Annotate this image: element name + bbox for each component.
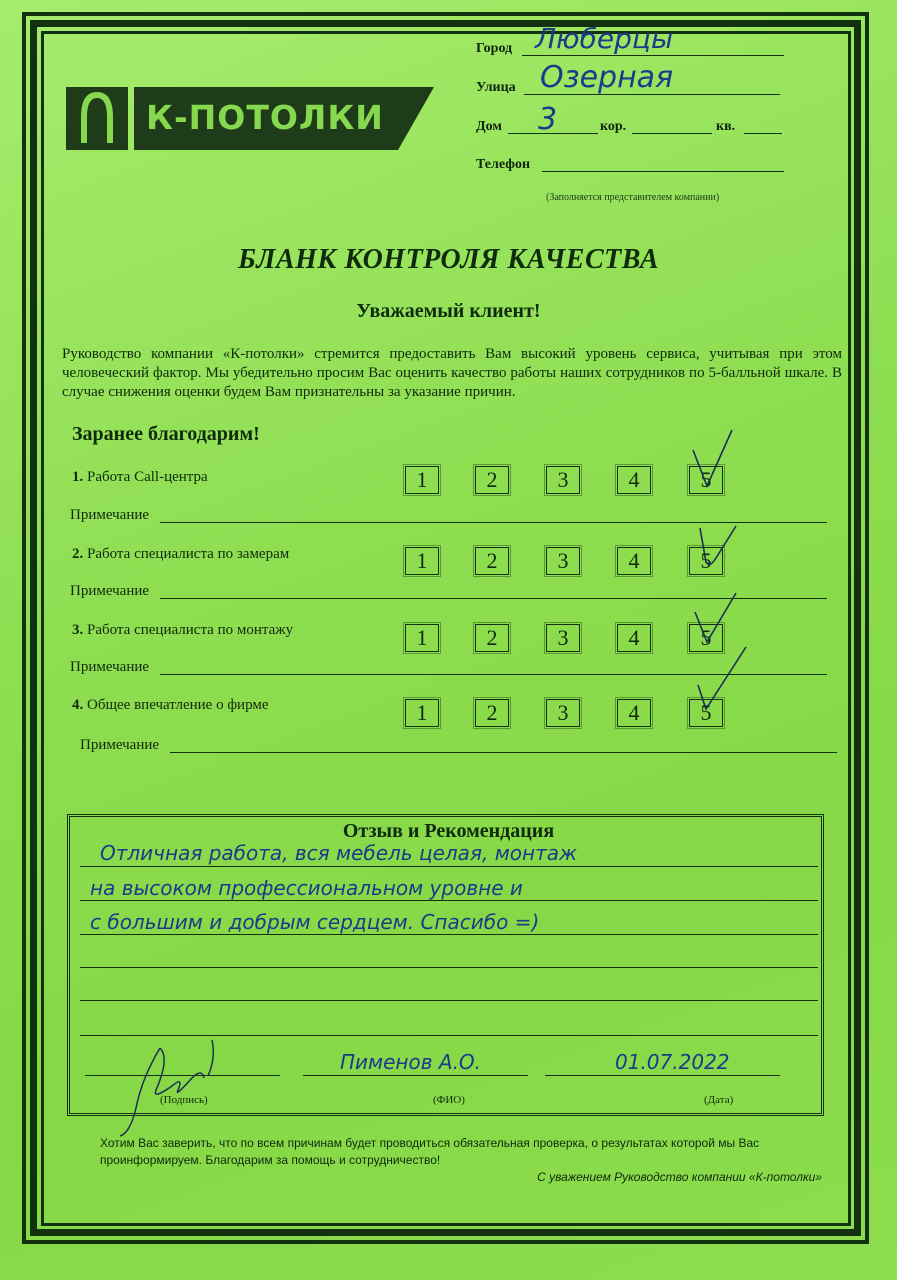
review-text-3: с большим и добрым сердцем. Спасибо =) [90, 910, 540, 934]
review-line-1[interactable] [80, 866, 818, 867]
city-value: Люберцы [535, 22, 674, 55]
building-label: кор. [600, 119, 627, 134]
intro-text: Руководство компании «К-потолки» стремится предоставить Вам высокий уровень сервиса, учитывая при этом человеческий фактор. Мы убедительно просим Вас оценить качество работы наших сотрудников по 5-балльной шкале. В случае снижения оценки будем Вам признательны за указание причин. [62, 346, 842, 400]
question-label: Работа Call-центра [87, 469, 208, 485]
review-line-3[interactable] [80, 934, 818, 935]
q4-rating-2[interactable]: 2 [475, 699, 509, 727]
building-field[interactable] [632, 133, 712, 134]
question-number: 2. [72, 546, 84, 562]
question-label: Работа специалиста по замерам [87, 546, 290, 562]
city-field[interactable] [522, 55, 784, 56]
q2-rating-4[interactable]: 4 [617, 547, 651, 575]
logo-mark [66, 87, 128, 150]
question-number: 1. [72, 469, 84, 485]
q2-remark-field[interactable] [160, 598, 827, 599]
question-number: 4. [72, 697, 84, 713]
question-label: Общее впечатление о фирме [87, 697, 269, 713]
q3-remark-field[interactable] [160, 674, 827, 675]
question-2 [72, 546, 289, 563]
question-number: 3. [72, 622, 84, 638]
address-note: (Заполняется представителем компании) [546, 192, 720, 203]
q2-rating-3[interactable]: 3 [546, 547, 580, 575]
review-line-5[interactable] [80, 1000, 818, 1001]
question-4 [72, 697, 269, 714]
footer-text: Хотим Вас заверить, что по всем причинам будет проводиться обязательная проверка, о результатах которой мы Вас проинформируем. Благодарим за помощь и сотрудничество! [100, 1136, 760, 1167]
q1-rating-3[interactable]: 3 [546, 466, 580, 494]
question-label: Работа специалиста по монтажу [87, 622, 294, 638]
logo-brand: К-ПОТОЛКИ [146, 98, 384, 137]
apartment-field[interactable] [744, 133, 782, 134]
q1-rating-1[interactable]: 1 [405, 466, 439, 494]
review-line-2[interactable] [80, 900, 818, 901]
date-label: (Дата) [704, 1094, 734, 1106]
q4-rating-1[interactable]: 1 [405, 699, 439, 727]
greeting: Уважаемый клиент! [356, 300, 541, 322]
signature-label: (Подпись) [160, 1094, 208, 1106]
q1-rating-5[interactable]: 5 [689, 466, 723, 494]
q4-rating-5[interactable]: 5 [689, 699, 723, 727]
phone-field[interactable] [542, 171, 784, 172]
name-value: Пименов А.О. [340, 1050, 482, 1074]
question-3 [72, 622, 293, 639]
q1-remark-label: Примечание [70, 507, 150, 523]
q3-rating-2[interactable]: 2 [475, 624, 509, 652]
q3-rating-4[interactable]: 4 [617, 624, 651, 652]
review-title: Отзыв и Рекомендация [342, 820, 555, 842]
q1-remark-field[interactable] [160, 522, 827, 523]
q4-remark-label: Примечание [80, 737, 160, 753]
q2-rating-2[interactable]: 2 [475, 547, 509, 575]
phone-label: Телефон [476, 157, 531, 172]
name-field[interactable] [303, 1075, 528, 1076]
street-label: Улица [476, 80, 516, 95]
q1-rating-4[interactable]: 4 [617, 466, 651, 494]
signature-scribble-icon [112, 1038, 237, 1138]
page-title: БЛАНК КОНТРОЛЯ КАЧЕСТВА [237, 244, 660, 275]
q2-rating-5[interactable]: 5 [689, 547, 723, 575]
date-value: 01.07.2022 [615, 1050, 730, 1074]
q3-rating-3[interactable]: 3 [546, 624, 580, 652]
footer-regards: С уважением Руководство компании «К-потолки» [537, 1170, 822, 1184]
review-text-1: Отличная работа, вся мебель целая, монтаж [100, 841, 578, 865]
house-label: Дом [476, 119, 502, 134]
q4-rating-4[interactable]: 4 [617, 699, 651, 727]
q4-remark-field[interactable] [170, 752, 837, 753]
question-1 [72, 469, 208, 486]
q3-rating-5[interactable]: 5 [689, 624, 723, 652]
q3-remark-label: Примечание [70, 659, 150, 675]
q2-remark-label: Примечание [70, 583, 150, 599]
q1-rating-2[interactable]: 2 [475, 466, 509, 494]
thanks-heading: Заранее благодарим! [72, 423, 260, 445]
name-label: (ФИО) [433, 1094, 465, 1106]
apartment-label: кв. [716, 119, 736, 134]
review-text-2: на высоком профессиональном уровне и [90, 876, 523, 900]
review-line-6[interactable] [80, 1035, 818, 1036]
date-field[interactable] [545, 1075, 780, 1076]
house-value: 3 [538, 102, 558, 137]
review-line-4[interactable] [80, 967, 818, 968]
city-label: Город [476, 41, 513, 56]
q2-rating-1[interactable]: 1 [405, 547, 439, 575]
q4-rating-3[interactable]: 3 [546, 699, 580, 727]
street-value: Озерная [540, 60, 674, 95]
arch-icon [66, 87, 128, 150]
q3-rating-1[interactable]: 1 [405, 624, 439, 652]
